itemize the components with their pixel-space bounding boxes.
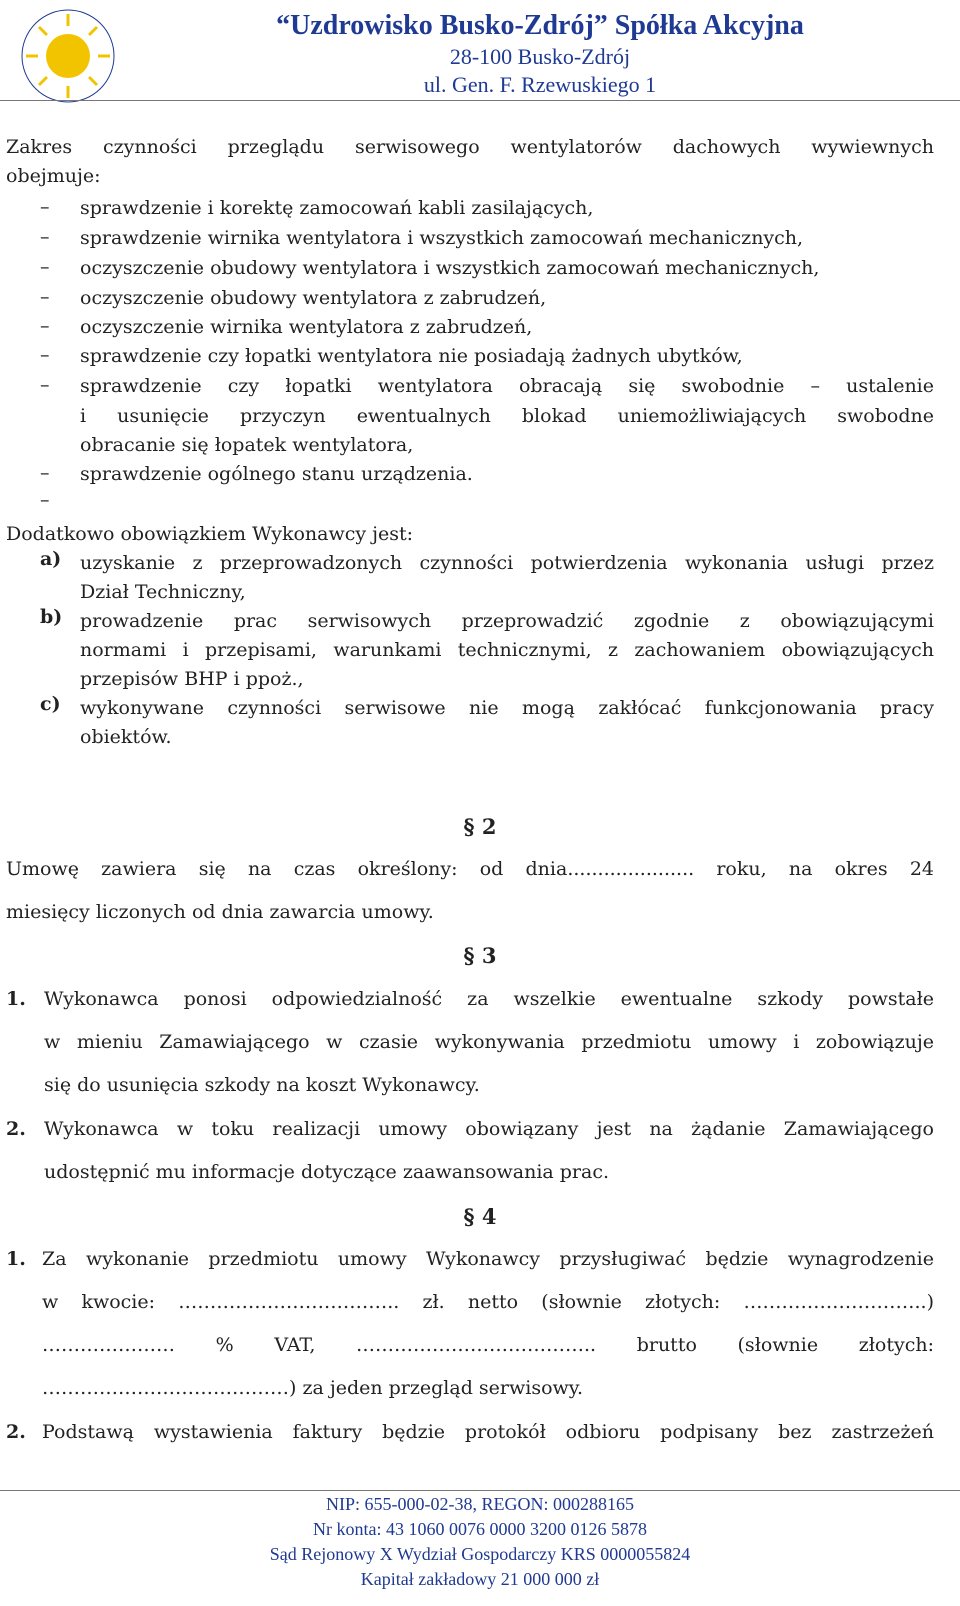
list-item-cont: i usunięcie przyczyn ewentualnych blokad uniemożliwiających swobodne — [80, 405, 934, 427]
paragraph-line: w mieniu Zamawiającego w czasie wykonywania przedmiotu umowy i zobowiązuje — [44, 1031, 934, 1053]
section-heading: § 3 — [463, 943, 497, 968]
section-heading: § 4 — [463, 1204, 497, 1229]
company-logo — [6, 6, 130, 106]
list-item: oczyszczenie obudowy wentylatora z zabrudzeń, — [80, 287, 547, 309]
paragraph-number: 1. — [6, 988, 26, 1010]
letterhead-footer — [0, 1490, 960, 1606]
scope-intro: Zakres czynności przeglądu serwisowego wentylatorów dachowych wywiewnych — [6, 136, 934, 158]
paragraph-line: miesięcy liczonych od dnia zawarcia umowy. — [6, 901, 434, 923]
letterhead — [0, 0, 960, 110]
paragraph-line: Wykonawca ponosi odpowiedzialność za wszelkie ewentualne szkody powstałe — [44, 988, 934, 1010]
paragraph-line: ………………… % VAT, ……………………………….. brutto (słownie złotych: — [42, 1334, 934, 1356]
list-dash: – — [40, 226, 50, 248]
list-item: sprawdzenie ogólnego stanu urządzenia. — [80, 463, 473, 485]
paragraph-line: Umowę zawiera się na czas określony: od dnia..................... roku, na okres 24 — [6, 858, 934, 880]
list-dash: – — [40, 374, 50, 396]
duty-item-cont: przepisów BHP i ppoż., — [80, 668, 304, 690]
list-dash: – — [40, 286, 50, 308]
header-divider — [0, 100, 960, 101]
footer-court: Sąd Rejonowy X Wydział Gospodarczy KRS 0000055824 — [269, 1544, 691, 1564]
paragraph-number: 1. — [6, 1248, 26, 1270]
list-item: sprawdzenie czy łopatki wentylatora obracają się swobodnie – ustalenie — [80, 375, 934, 397]
duty-item-cont: Dział Techniczny, — [80, 581, 246, 603]
section-heading: § 2 — [463, 814, 497, 839]
list-item: sprawdzenie i korektę zamocowań kabli zasilających, — [80, 197, 594, 219]
footer-divider — [0, 1490, 960, 1491]
footer-nip: NIP: 655-000-02-38, REGON: 000288165 — [326, 1494, 634, 1514]
paragraph-line: Wykonawca w toku realizacji umowy obowiązany jest na żądanie Zamawiającego — [44, 1118, 934, 1140]
footer-capital: Kapitał zakładowy 21 000 000 zł — [360, 1569, 600, 1589]
list-item: oczyszczenie wirnika wentylatora z zabrudzeń, — [80, 316, 533, 338]
paragraph-line: …………………………………) za jeden przegląd serwisowy. — [42, 1377, 584, 1399]
list-dash: – — [40, 489, 50, 511]
duty-item-cont: normami i przepisami, warunkami technicznymi, z zachowaniem obowiązujących — [80, 639, 934, 661]
duty-item: uzyskanie z przeprowadzonych czynności potwierdzenia wykonania usługi przez — [80, 552, 934, 574]
list-label: a) — [40, 548, 62, 570]
list-item: sprawdzenie wirnika wentylatora i wszystkich zamocowań mechanicznych, — [80, 227, 804, 249]
paragraph-line: udostępnić mu informacje dotyczące zaawansowania prac. — [44, 1161, 610, 1183]
list-item-cont: obracanie się łopatek wentylatora, — [80, 434, 414, 456]
list-dash: – — [40, 196, 50, 218]
duties-intro: Dodatkowo obowiązkiem Wykonawcy jest: — [6, 523, 414, 545]
list-item: oczyszczenie obudowy wentylatora i wszystkich zamocowań mechanicznych, — [80, 257, 820, 279]
paragraph-number: 2. — [6, 1118, 26, 1140]
scope-intro-cont: obejmuje: — [6, 165, 101, 187]
paragraph-line: się do usunięcia szkody na koszt Wykonawcy. — [44, 1074, 480, 1096]
list-dash: – — [40, 344, 50, 366]
list-label: c) — [40, 693, 61, 715]
duty-item-cont: obiektów. — [80, 726, 172, 748]
duty-item: wykonywane czynności serwisowe nie mogą zakłócać funkcjonowania pracy — [80, 697, 934, 719]
list-dash: – — [40, 315, 50, 337]
footer-account: Nr konta: 43 1060 0076 0000 3200 0126 5878 — [313, 1519, 647, 1539]
list-dash: – — [40, 256, 50, 278]
paragraph-line: Za wykonanie przedmiotu umowy Wykonawcy przysługiwać będzie wynagrodzenie — [42, 1248, 934, 1270]
company-city: 28-100 Busko-Zdrój — [449, 44, 631, 69]
paragraph-line: Podstawą wystawienia faktury będzie protokół odbioru podpisany bez zastrzeżeń — [42, 1421, 934, 1443]
duty-item: prowadzenie prac serwisowych przeprowadzić zgodnie z obowiązującymi — [80, 610, 934, 632]
list-dash: – — [40, 462, 50, 484]
list-item: sprawdzenie czy łopatki wentylatora nie posiadają żadnych ubytków, — [80, 345, 743, 367]
company-street: ul. Gen. F. Rzewuskiego 1 — [423, 72, 657, 97]
list-label: b) — [40, 606, 63, 628]
company-name: “Uzdrowisko Busko-Zdrój” Spółka Akcyjna — [276, 10, 804, 41]
paragraph-number: 2. — [6, 1421, 26, 1443]
paragraph-line: w kwocie: …………………………….. zł. netto (słownie złotych: ………………………..) — [42, 1291, 934, 1313]
